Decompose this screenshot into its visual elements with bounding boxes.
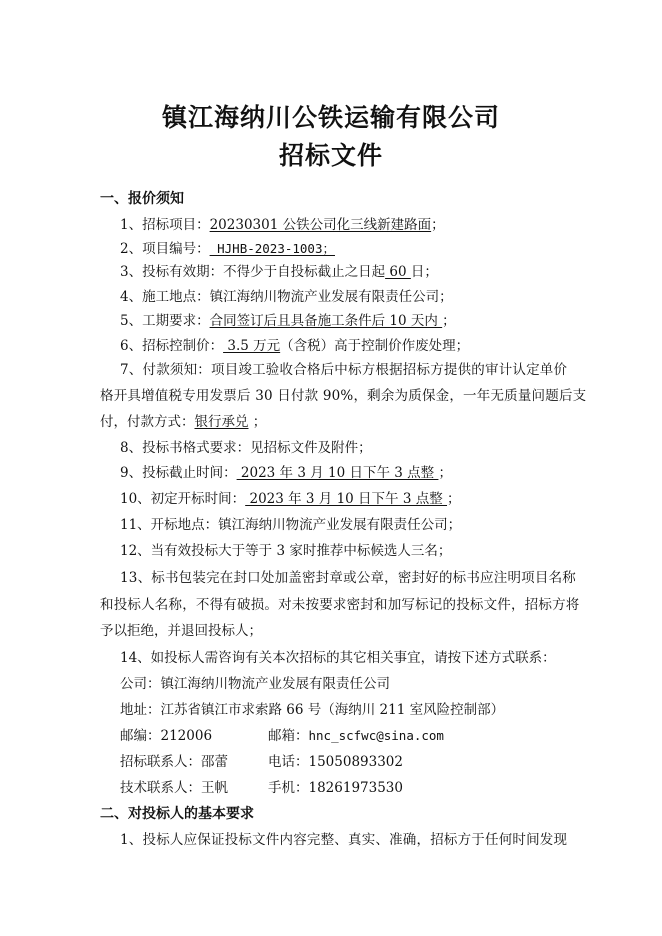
item-deadline [120,464,452,482]
item-control-price-label: 6、招标控制价： [120,338,224,354]
contact-email-label: 邮箱： [268,728,309,744]
item-project-end: ； [431,217,445,233]
contact-company: 公司：镇江海纳川物流产业发展有限责任公司 [120,676,390,692]
contact-email [268,727,444,745]
item-validity-end: 日； [410,264,438,280]
item-payment-line1: 7、付款须知：项目竣工验收合格后中标方根据招标方提供的审计认定单价 [120,362,568,378]
contact-postcode: 邮编：212006 [120,728,213,744]
contact-tender-person: 招标联系人：邵蕾 [120,754,228,770]
item-project-number-value: HJHB-2023-1003； [209,241,335,256]
document-subtitle: 招标文件 [278,141,383,170]
item-opening-time-value: 2023 年 3 月 10 日下午 3 点整 [245,491,448,507]
contact-tech-person: 技术联系人：王帆 [120,780,228,796]
item-opening-time-label: 10、初定开标时间： [120,491,246,507]
item-project-number-label: 2、项目编号： [120,241,210,257]
item-payment-line2: 格开具增值税专用发票后 30 日付款 90%，剩余为质保金，一年无质量问题后支 [100,388,587,404]
item-inquiry: 14、如投标人需咨询有关本次招标的其它相关事宜，请按下述方式联系： [120,650,556,666]
contact-address: 地址：江苏省镇江市求索路 66 号（海纳川 211 室风险控制部） [120,702,505,718]
contact-email-value: hnc_scfwc@sina.com [308,728,444,743]
item-project-label: 1、招标项目： [120,217,210,233]
item-control-price-end: （含税）高于控制价作废处理； [280,338,470,354]
item-control-price [120,337,469,355]
item-candidates: 12、当有效投标大于等于 3 家时推荐中标候选人三名； [120,543,452,559]
item-deadline-value: 2023 年 3 月 10 日下午 3 点整 [236,465,439,481]
contact-mobile: 手机：18261973530 [268,780,403,796]
item-payment-method-label: 付，付款方式： [100,414,195,430]
item-duration-value: 合同签订后且具备施工条件后 10 天内 [209,313,443,329]
item-location: 4、施工地点：镇江海纳川物流产业发展有限责任公司； [120,289,453,305]
item-format: 8、投标书格式要求：见招标文件及附件； [120,440,372,456]
item-deadline-end: ； [438,465,452,481]
item-duration [120,312,456,330]
item-duration-label: 5、工期要求： [120,313,210,329]
item-payment-method-value: 银行承兑 [194,414,249,430]
item-payment-line3 [100,413,266,431]
item-opening-time [120,490,461,508]
item-deadline-label: 9、投标截止时间： [120,465,237,481]
section-heading-bidder-requirements: 二、对投标人的基本要求 [100,806,254,822]
item-project-number [120,240,335,258]
item-validity-value: 60 [385,264,411,280]
item-sealing-line3: 予以拒绝，并退回投标人； [100,623,262,639]
item-duration-end: ； [442,313,456,329]
contact-phone: 电话：15050893302 [268,754,403,770]
item-validity-label: 3、投标有效期：不得少于自投标截止之日起 [120,264,386,280]
item-project-value: 20230301 公铁公司化三线新建路面 [209,217,432,233]
item-project [120,216,445,234]
section-heading-quote-notice: 一、报价须知 [100,191,184,207]
item-opening-time-end: ； [447,491,461,507]
requirement-item-1: 1、投标人应保证投标文件内容完整、真实、准确，招标方于任何时间发现 [120,832,568,848]
item-opening-location: 11、开标地点：镇江海纳川物流产业发展有限责任公司； [120,517,462,533]
item-control-price-value: 3.5 万元 [223,338,281,354]
item-validity [120,263,438,281]
document-title: 镇江海纳川公铁运输有限公司 [161,103,500,132]
item-payment-method-end: ； [248,414,267,430]
item-sealing-line1: 13、标书包装完在封口处加盖密封章或公章，密封好的标书应注明项目名称 [120,570,576,586]
item-sealing-line2: 和投标人名称，不得有破损。对未按要求密封和加写标记的投标文件，招标方将 [100,597,580,613]
